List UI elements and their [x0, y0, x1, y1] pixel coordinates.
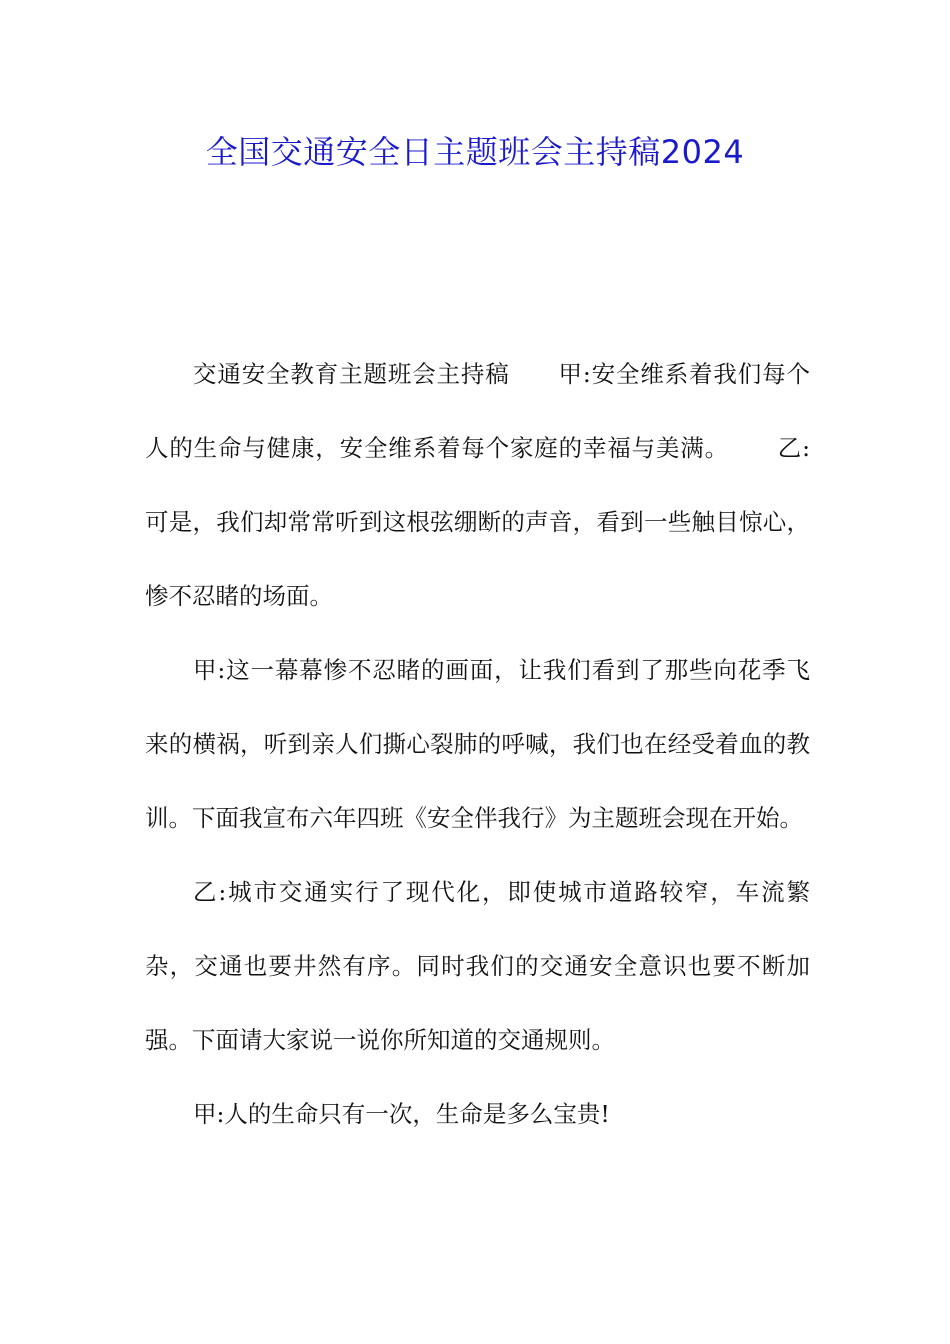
- document-body: [145, 337, 810, 1151]
- paragraph-3: [145, 855, 810, 1077]
- paragraph-1-segment-1: 交通安全教育主题班会主持稿: [193, 360, 510, 388]
- paragraph-4: [145, 1077, 810, 1151]
- paragraph-3-segment-1: 乙:城市交通实行了现代化，即使城市道路较窄，车流繁杂，交通也要井然有序。同时我们的交通安全意识也要不断加强。下面请大家说一说你所知道的交通规则。: [145, 878, 810, 1054]
- paragraph-1: [145, 337, 810, 633]
- paragraph-1-segment-2: 甲:安全维系着我们每个人的生命与健康，安全维系着每个家庭的幸福与美满。: [145, 360, 811, 462]
- paragraph-1-segment-3: 乙:可是，我们却常常听到这根弦绷断的声音，看到一些触目惊心，惨不忍睹的场面。: [145, 434, 810, 610]
- document-title: 全国交通安全日主题班会主持稿2024: [205, 133, 745, 171]
- paragraph-4-segment-1: 甲:人的生命只有一次，生命是多么宝贵!: [193, 1100, 610, 1128]
- paragraph-2-segment-1: 甲:这一幕幕惨不忍睹的画面，让我们看到了那些向花季飞来的横祸，听到亲人们撕心裂肺的呼喊，我们也在经受着血的教训。下面我宣布六年四班《安全伴我行》为主题班会现在开始。: [145, 656, 810, 832]
- paragraph-2: [145, 633, 810, 855]
